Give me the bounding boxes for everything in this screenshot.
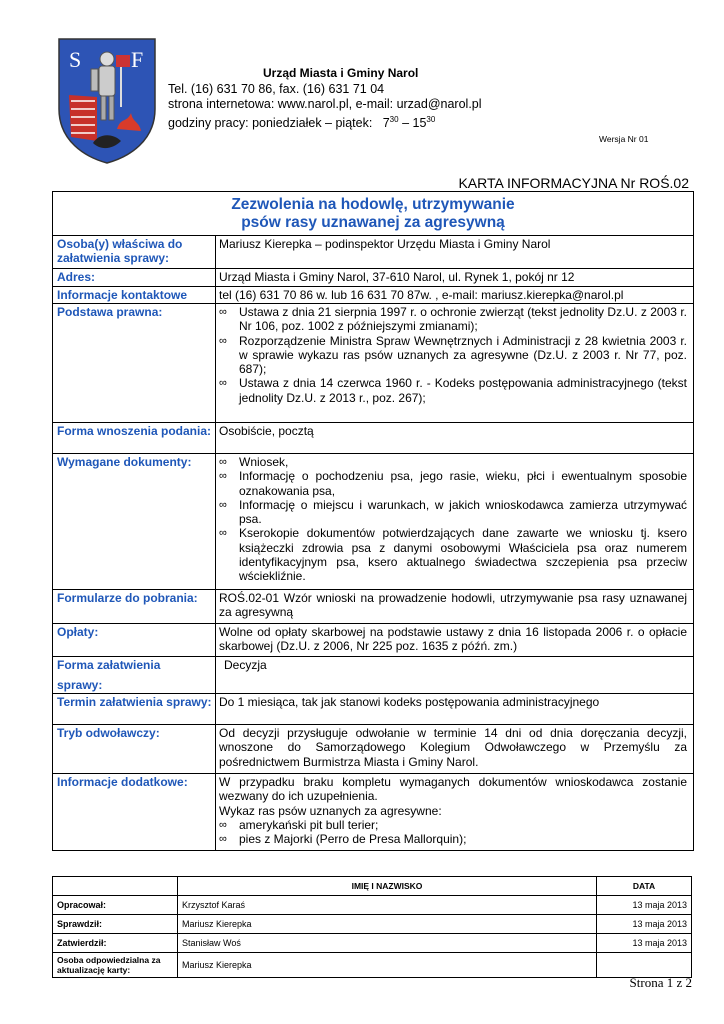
list-item: ∞ Informację o miejscu i warunkach, w jakich wnioskodawca zamierza utrzymywać psa.: [219, 497, 687, 527]
row-value: Wolne od opłaty skarbowej na podstawie ustawy z dnia 16 listopada 2006 r. o opłacie skarbowej (Dz.U. z 2006, Nr 225 poz. 1635 z późń. zm.): [219, 625, 687, 654]
row-deadline: [53, 694, 693, 725]
list-item: ∞ Ustawa z dnia 14 czerwca 1960 r. - Kodeks postępowania administracyjnego (tekst jednolity Dz.U. z 2013 r., poz. 267);: [219, 376, 687, 405]
table-row: Osoba odpowiedzialna za aktualizację karty: Mariusz Kierepka: [53, 953, 692, 978]
office-hours: godziny pracy: poniedziałek – piątek: $7^{30} - 15^{30}$: [168, 115, 436, 131]
row-value: Urząd Miasta i Gminy Narol, 37-610 Narol, ul. Rynek 1, pokój nr 12: [219, 270, 575, 284]
column-header-name: IMIĘ I NAZWISKO: [178, 877, 597, 896]
row-contact: [53, 287, 693, 304]
row-label: Adres:: [53, 269, 216, 286]
list-item: ∞ amerykański pit bull terier;: [219, 817, 379, 832]
row-appeal: [53, 725, 693, 774]
row-label: Informacje dodatkowe:: [53, 774, 216, 850]
page-number: Strona 1 z 2: [629, 975, 692, 990]
row-legal-basis: [53, 304, 693, 423]
list-item: ∞ Ustawa z dnia 21 sierpnia 1997 r. o ochronie zwierząt (tekst jednolity Dz.U. z 2003 r. Nr 106, poz. 1002 z późniejszymi zmianami);: [219, 305, 687, 334]
row-label: Wymagane dokumenty:: [53, 454, 216, 589]
row-label: Forma wnoszenia podania:: [53, 423, 216, 453]
card-title: KARTA INFORMACYJNA Nr ROŚ.02: [458, 175, 689, 191]
row-value: [216, 304, 693, 422]
document-title: Zezwolenia na hodowlę, utrzymywanie psów rasy uznawanej za agresywną: [53, 192, 693, 236]
row-label: Forma załatwienia sprawy:: [53, 657, 216, 693]
row-settlement-form: [53, 657, 693, 694]
row-value: Mariusz Kierepka – podinspektor Urzędu Miasta i Gminy Narol: [219, 237, 551, 251]
row-fees: [53, 624, 693, 657]
table-row: Sprawdził: Mariusz Kierepka 13 maja 2013: [53, 915, 692, 934]
row-value: ROŚ.02-01 Wzór wnioski na prowadzenie hodowli, utrzymywanie psa rasy uznawanej za agresywną: [219, 591, 687, 620]
row-owner: [53, 236, 693, 269]
list-item: ∞ Rozporządzenie Ministra Spraw Wewnętrznych i Administracji z 28 kwietnia 2003 r. w sprawie wykazu ras psów uznanych za agresywne (Dz.U. z 2003 r. Nr 77, poz. 687);: [219, 333, 687, 377]
office-header: [168, 66, 482, 131]
info-table: [52, 191, 694, 851]
table-row: Zatwierdził: Stanisław Woś 13 maja 2013: [53, 934, 692, 953]
list-item: ∞ pies z Majorki (Perro de Presa Mallorquin);: [219, 832, 467, 847]
row-form: [53, 423, 693, 454]
row-label: Podstawa prawna:: [53, 304, 216, 422]
row-label: Tryb odwoławczy:: [53, 725, 216, 773]
row-forms-download: [53, 590, 693, 624]
row-value: tel (16) 631 70 86 w. lub 16 631 70 87w. , e-mail: mariusz.kierepka@narol.pl: [219, 288, 624, 302]
row-value: Do 1 miesiąca, tak jak stanowi kodeks postępowania administracyjnego: [219, 695, 600, 709]
table-row: Opracował: Krzysztof Karaś 13 maja 2013: [53, 896, 692, 915]
list-item: ∞ Wniosek,: [219, 455, 289, 469]
crest-letter-f: F: [131, 47, 144, 72]
table-header-row: [53, 877, 692, 896]
list-item: ∞ Informację o pochodzeniu psa, jego rasie, wieku, płci i ewentualnym sposobie oznakowania psa,: [219, 469, 687, 498]
row-additional-info: [53, 774, 693, 850]
row-value: W przypadku braku kompletu wymaganych dokumentów wnioskodawca zostanie wezwany do ich uzupełnienia. Wykaz ras psów uznanych za agresywne: ∞ amerykański pit bull terier; ∞ pies z Majorki (Perro de Presa Mallorquin);: [219, 775, 687, 847]
row-value: Osobiście, pocztą: [219, 424, 314, 438]
row-label: Informacje kontaktowe: [53, 287, 216, 303]
office-name: Urząd Miasta i Gminy Narol: [263, 66, 419, 80]
row-value: Od decyzji przysługuje odwołanie w terminie 14 dni od dnia doręczania decyzji, wnoszone do Samorządowego Kolegium Odwoławczego w Przemyślu za pośrednictwem Burmistrza Miasta i Gminy Narol.: [219, 726, 687, 769]
crest-letter-s: S: [69, 47, 82, 72]
approval-table: [52, 876, 692, 978]
row-required-docs: [53, 454, 693, 590]
row-address: [53, 269, 693, 287]
row-label: Termin załatwienia sprawy:: [53, 694, 216, 724]
row-label: Osoba(y) właściwa do załatwienia sprawy:: [53, 236, 216, 268]
office-phone: Tel. (16) 631 70 86, fax. (16) 631 71 04: [168, 82, 385, 96]
column-header-date: DATA: [597, 877, 692, 896]
row-label: Formularze do pobrania:: [53, 590, 216, 623]
office-web: strona internetowa: www.narol.pl, e-mail: urzad@narol.pl: [168, 97, 482, 111]
version-label: Wersja Nr 01: [599, 134, 649, 144]
list-item: ∞ Kserokopie dokumentów potwierdzających dane zawarte we wniosku tj. ksero książeczki zdrowia psa z danymi osobowymi Właściciela psa oraz numerem identyfikacyjnym psa, ksero aktualnego świadectwa szczepienia psa przeciw wściekliźnie.: [219, 526, 687, 584]
coat-of-arms-logo: [57, 37, 157, 165]
row-label: Opłaty:: [53, 624, 216, 656]
row-value: [216, 454, 693, 589]
row-value: Decyzja: [224, 658, 267, 672]
